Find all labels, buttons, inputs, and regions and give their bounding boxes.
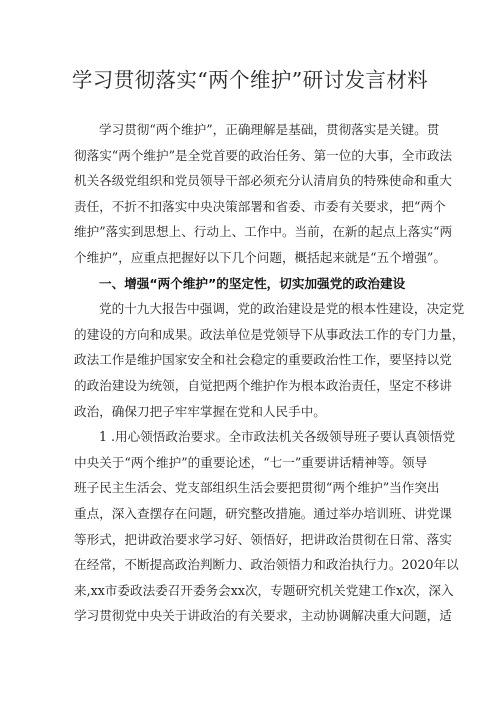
paragraph-line: 彻落实“两个维护”是全党首要的政治任务、第一位的大事，全市政法: [74, 147, 453, 163]
paragraph-line: 政法工作是维护国家安全和社会稳定的重要政治性工作，要坚持以党: [74, 352, 452, 368]
document-title: 学习贯彻落实“两个维护”研讨发言材料: [71, 68, 429, 92]
paragraph-line: 1 .用心领悟政治要求。全市政法机关各级领导班子要认真领悟党: [99, 429, 456, 445]
paragraph-line: 责任，不折不扣落实中央决策部署和省委、市委有关要求，把“两个: [74, 198, 446, 214]
paragraph-line: 学习贯彻“两个维护”，正确理解是基础，贯彻落实是关键。贯: [99, 122, 440, 137]
paragraph-line: 个维护”，应重点把握好以下几个问题，概括起来就是“五个增强”。: [74, 249, 446, 265]
paragraph-line: 的建设的方向和成果。政法单位是党领导下从事政法工作的专门力量，: [74, 326, 465, 342]
paragraph-line: 政治，确保刀把子牢牢掌握在党和人民手中。: [74, 403, 326, 419]
paragraph-line: 在经常，不断提高政治判断力、政治领悟力和政治执行力。2020年以: [74, 557, 459, 573]
paragraph-line: 重点，深入查摆存在问题，研究整改措施。通过举办培训班、讲党课: [74, 505, 452, 521]
paragraph-line: 来,xx市委政法委召开委务会xx次，专题研究机关党建工作x次，深入: [74, 582, 454, 598]
paragraph-line: 党的十九大报告中强调，党的政治建设是党的根本性建设，决定党: [99, 301, 465, 317]
paragraph-line: 机关各级党组织和党员领导干部必须充分认清肩负的特殊使命和重大: [74, 173, 452, 189]
paragraph-line: 维护”落实到思想上、行动上、工作中。当前，在新的起点上落实“两: [74, 224, 453, 240]
paragraph-line: 等形式，把讲政治要求学习好、领悟好，把讲政治贯彻在日常、落实: [74, 531, 452, 547]
section-heading: 一、增强“两个维护”的坚定性，切实加强党的政治建设: [99, 275, 406, 291]
paragraph-line: 的政治建设为统领，自觉把两个维护作为根本政治责任，坚定不移讲: [74, 377, 452, 393]
paragraph-line: 班子民主生活会、党支部组织生活会要把贯彻“两个维护”当作突出: [74, 480, 440, 496]
document-body: [74, 117, 465, 629]
paragraph-line: 学习贯彻党中央关于讲政治的有关要求，主动协调解决重大问题，适: [74, 608, 452, 624]
paragraph-line: 中央关于“两个维护”的重要论述，“七一”重要讲话精神等。领导: [74, 454, 428, 470]
